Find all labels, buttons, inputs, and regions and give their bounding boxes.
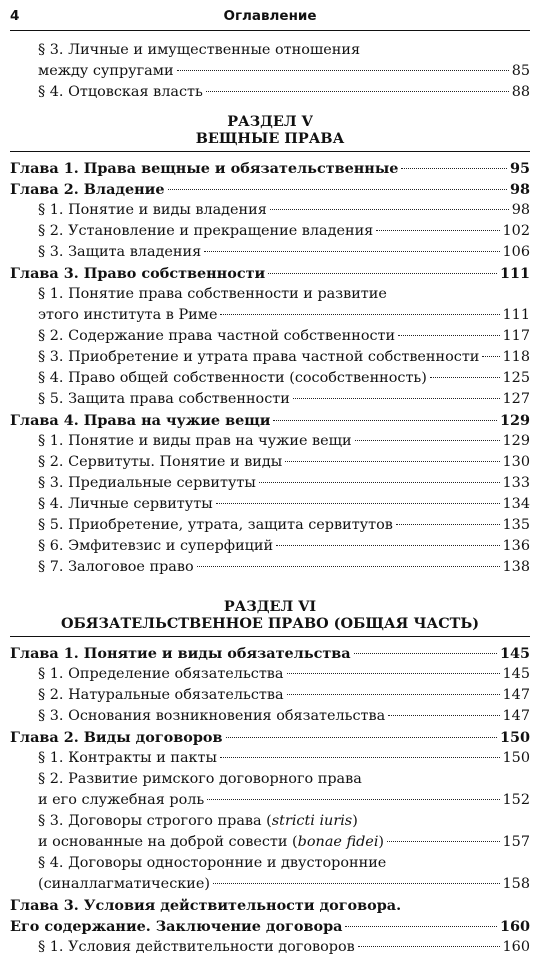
entry-title: Глава 4. Права на чужие вещи [10, 412, 271, 429]
dot-leader [401, 168, 507, 169]
page-ref: 150 [499, 729, 530, 746]
section-entry[interactable] [10, 685, 530, 706]
chapter-entry[interactable] [10, 179, 530, 200]
section-entry[interactable] [10, 557, 530, 578]
section-entry[interactable] [10, 242, 530, 263]
section-entry[interactable] [10, 790, 530, 811]
entry-title: и основанные на доброй совести (bonae fidei) [38, 834, 385, 850]
dot-leader [430, 377, 500, 378]
page-ref: 158 [502, 876, 530, 892]
dot-leader [207, 799, 499, 800]
entry-title: Глава 2. Владение [10, 181, 165, 198]
section-entry[interactable] [10, 305, 530, 326]
entry-title: Глава 3. Право собственности [10, 265, 266, 282]
section-entry[interactable] [10, 200, 530, 221]
section-entry[interactable] [10, 664, 530, 685]
section-entry[interactable] [10, 82, 530, 103]
page-ref: 160 [499, 918, 530, 935]
entry-title: § 7. Залоговое право [38, 559, 194, 575]
section-entry[interactable] [10, 368, 530, 389]
entry-title: Глава 1. Права вещные и обязательственные [10, 160, 399, 177]
page-ref: 111 [499, 265, 530, 282]
dot-leader [287, 673, 500, 674]
entry-title: § 2. Содержание права частной собственности [38, 328, 396, 344]
page-ref: 118 [502, 349, 530, 365]
chapter-entry[interactable] [10, 643, 530, 664]
dot-leader [259, 482, 500, 483]
section-entry[interactable] [10, 40, 530, 61]
page-ref: 129 [499, 412, 530, 429]
dot-leader [355, 440, 500, 441]
entry-title: § 1. Контракты и пакты [38, 750, 217, 766]
section-entry[interactable] [10, 853, 530, 874]
page-ref: 133 [502, 475, 530, 491]
page-ref: 138 [502, 559, 530, 575]
dot-leader [168, 189, 507, 190]
dot-leader [358, 946, 500, 947]
dot-leader [293, 398, 500, 399]
dot-leader [268, 273, 497, 274]
page-ref: 98 [509, 181, 530, 198]
dot-leader [387, 841, 499, 842]
page-ref: 152 [502, 792, 530, 808]
dot-leader [376, 230, 499, 231]
entry-title: § 1. Понятие права собственности и развитие [38, 286, 387, 302]
section-entry[interactable] [10, 473, 530, 494]
dot-leader [285, 461, 499, 462]
section-entry[interactable] [10, 536, 530, 557]
dot-leader [270, 209, 509, 210]
dot-leader [216, 503, 500, 504]
chapter-entry[interactable] [10, 895, 530, 916]
entry-title: § 1. Условия действительности договоров [38, 939, 355, 955]
entry-title: этого института в Риме [38, 307, 218, 323]
entry-title: и его служебная роль [38, 792, 205, 808]
entry-title: Глава 3. Условия действительности договора. [10, 897, 402, 914]
entry-title: § 3. Предиальные сервитуты [38, 475, 256, 491]
entry-title: § 5. Защита права собственности [38, 391, 290, 407]
section-entry[interactable] [10, 61, 530, 82]
page-ref: 102 [502, 223, 530, 239]
section-entry[interactable] [10, 769, 530, 790]
chapter-entry[interactable] [10, 263, 530, 284]
dot-leader [276, 545, 499, 546]
entry-title: § 4. Право общей собственности (сособственность) [38, 370, 427, 386]
dot-leader [226, 737, 497, 738]
section-entry[interactable] [10, 937, 530, 958]
part-heading: ВЕЩНЫЕ ПРАВА [10, 130, 530, 152]
section-entry[interactable] [10, 874, 530, 895]
page-number: 4 [10, 8, 20, 24]
section-entry[interactable] [10, 221, 530, 242]
page-ref: 130 [502, 454, 530, 470]
chapter-entry[interactable] [10, 727, 530, 748]
entry-title: Глава 1. Понятие и виды обязательства [10, 645, 351, 662]
part-heading: ОБЯЗАТЕЛЬСТВЕННОЕ ПРАВО (ОБЩАЯ ЧАСТЬ) [10, 615, 530, 637]
section-entry[interactable] [10, 347, 530, 368]
page-ref: 98 [511, 202, 530, 218]
page-ref: 106 [502, 244, 530, 260]
chapter-entry[interactable] [10, 916, 530, 937]
dot-leader [354, 653, 497, 654]
page-ref: 111 [502, 307, 530, 323]
dot-leader [482, 356, 499, 357]
table-of-contents [10, 40, 530, 958]
dot-leader [345, 926, 497, 927]
chapter-entry[interactable] [10, 158, 530, 179]
section-entry[interactable] [10, 515, 530, 536]
entry-title: § 6. Эмфитевзис и суперфиций [38, 538, 274, 554]
section-entry[interactable] [10, 832, 530, 853]
entry-title: § 2. Сервитуты. Понятие и виды [38, 454, 283, 470]
dot-leader [273, 420, 496, 421]
entry-title: § 3. Приобретение и утрата права частной собственности [38, 349, 480, 365]
page-ref: 147 [502, 708, 530, 724]
entry-title: § 3. Личные и имущественные отношения [38, 42, 361, 58]
dot-leader [287, 694, 500, 695]
entry-title: § 3. Договоры строгого права (stricti iuris) [38, 813, 358, 829]
page-ref: 129 [502, 433, 530, 449]
dot-leader [396, 524, 500, 525]
dot-leader [204, 251, 499, 252]
section-entry[interactable] [10, 494, 530, 515]
section-entry[interactable] [10, 452, 530, 473]
page-ref: 147 [502, 687, 530, 703]
dot-leader [398, 335, 499, 336]
section-entry[interactable] [10, 284, 530, 305]
page-ref: 85 [511, 63, 530, 79]
page-ref: 145 [502, 666, 530, 682]
entry-title: Глава 2. Виды договоров [10, 729, 223, 746]
section-entry[interactable] [10, 748, 530, 769]
entry-title: (синаллагматические) [38, 876, 210, 892]
page-ref: 160 [502, 939, 530, 955]
dot-leader [220, 757, 500, 758]
page-ref: 127 [502, 391, 530, 407]
page-ref: 125 [502, 370, 530, 386]
page-ref: 117 [502, 328, 530, 344]
page-ref: 88 [511, 84, 530, 100]
entry-title: Его содержание. Заключение договора [10, 918, 343, 935]
entry-title: § 1. Определение обязательства [38, 666, 284, 682]
dot-leader [177, 70, 509, 71]
entry-title: § 1. Понятие и виды прав на чужие вещи [38, 433, 352, 449]
running-title: Оглавление [223, 8, 317, 24]
entry-title: § 4. Отцовская власть [38, 84, 203, 100]
entry-title: § 2. Развитие римского договорного права [38, 771, 362, 787]
part-heading: РАЗДЕЛ VI [223, 598, 317, 615]
part-heading: РАЗДЕЛ V [227, 113, 313, 130]
entry-title: § 4. Личные сервитуты [38, 496, 213, 512]
entry-title: § 1. Понятие и виды владения [38, 202, 267, 218]
entry-title: § 3. Защита владения [38, 244, 202, 260]
entry-title: § 3. Основания возникновения обязательства [38, 708, 386, 724]
page-ref: 135 [502, 517, 530, 533]
section-entry[interactable] [10, 326, 530, 347]
page-ref: 134 [502, 496, 530, 512]
entry-title: между супругами [38, 63, 174, 79]
page-ref: 95 [509, 160, 530, 177]
running-header [10, 8, 530, 31]
entry-title: § 4. Договоры односторонние и двусторонние [38, 855, 387, 871]
page-ref: 150 [502, 750, 530, 766]
entry-title: § 2. Натуральные обязательства [38, 687, 284, 703]
dot-leader [206, 91, 509, 92]
section-entry[interactable] [10, 706, 530, 727]
chapter-entry[interactable] [10, 410, 530, 431]
page-ref: 136 [502, 538, 530, 554]
page-ref: 145 [499, 645, 530, 662]
dot-leader [220, 314, 499, 315]
section-entry[interactable] [10, 389, 530, 410]
entry-title: § 2. Установление и прекращение владения [38, 223, 374, 239]
dot-leader [213, 883, 500, 884]
dot-leader [388, 715, 499, 716]
section-entry[interactable] [10, 811, 530, 832]
dot-leader [197, 566, 500, 567]
entry-title: § 5. Приобретение, утрата, защита сервитутов [38, 517, 393, 533]
page-ref: 157 [502, 834, 530, 850]
section-entry[interactable] [10, 431, 530, 452]
